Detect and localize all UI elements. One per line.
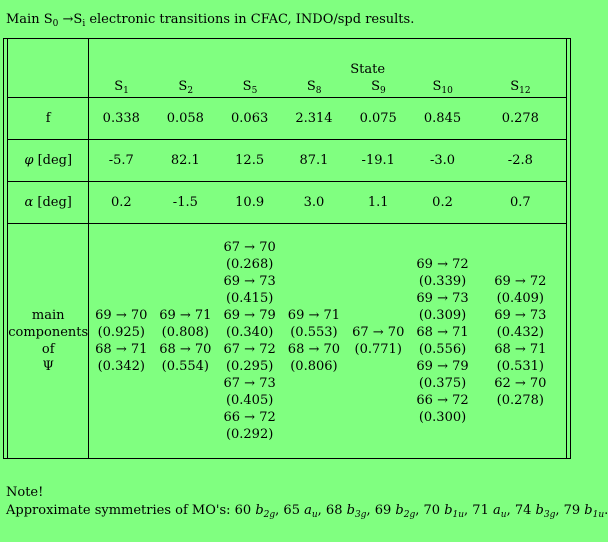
component-weight: (0.405): [225, 392, 274, 408]
state-subscript: 5: [251, 85, 258, 96]
component-weight: (0.771): [354, 341, 402, 357]
phi-value: -19.1: [346, 139, 410, 181]
alpha-value: 0.2: [89, 181, 153, 223]
component-transition: 69 → 71: [159, 307, 212, 323]
component-weight: (0.531): [496, 358, 545, 374]
state-header: $S_1$: [114, 78, 129, 96]
symmetry-label: $b_{3g}$: [346, 503, 367, 520]
component-weight: (0.375): [418, 375, 467, 391]
component-transition: 67 → 73: [223, 375, 276, 391]
state-subscript: 9: [380, 85, 386, 96]
table-caption: [6, 12, 414, 27]
state-header: $S_8$: [306, 78, 322, 96]
component-weight: (0.292): [225, 426, 274, 442]
component-transition: 69 → 73: [416, 290, 469, 306]
symmetry-label: $b_{1u}$: [584, 503, 605, 520]
alpha-value: 3.0: [282, 181, 346, 223]
state-header-table: [89, 78, 566, 95]
components-column: [89, 223, 153, 458]
component-transition: 69 → 72: [416, 256, 469, 272]
components-label-line: Ψ: [42, 358, 54, 374]
symmetry-label: $b_{2g}$: [395, 503, 416, 520]
component-transition: 68 → 70: [287, 341, 341, 357]
component-weight: (0.295): [225, 358, 274, 374]
state-subscript: 2: [187, 85, 194, 96]
alpha-value: 10.9: [217, 181, 281, 223]
symmetry-label: $b_{3g}$: [535, 503, 556, 520]
table-inner-frame: [7, 39, 567, 458]
phi-row: [8, 139, 566, 181]
alpha-value: 0.2: [410, 181, 474, 223]
components-column: [475, 223, 566, 458]
component-transition: 69 → 79: [416, 358, 469, 374]
component-weight: (0.553): [290, 324, 338, 340]
phi-value: -2.8: [475, 139, 566, 181]
state-header: $S_2$: [178, 78, 194, 96]
symmetry-label: $a_u$: [493, 503, 507, 520]
f-value: 0.058: [153, 97, 217, 139]
components-row: [8, 223, 566, 458]
caption-text: Main $S_0 \to S_i$ electronic transitions in CFAC, INDO/spd results.: [6, 12, 415, 29]
component-transition: 69 → 72: [494, 273, 547, 289]
component-weight: (0.300): [418, 409, 467, 425]
phi-value: 12.5: [217, 139, 281, 181]
phi-value: 87.1: [282, 139, 346, 181]
component-weight: (0.925): [97, 324, 145, 340]
alpha-value: 0.7: [475, 181, 566, 223]
phi-value: -3.0: [410, 139, 474, 181]
state-header: $S_9$: [371, 78, 386, 96]
component-transition: 66 → 72: [223, 409, 276, 425]
symmetry-subscript: 3g: [543, 510, 556, 520]
components-label-line: components: [8, 324, 89, 340]
component-transition: 67 → 70: [223, 239, 276, 255]
transitions-table: [8, 39, 566, 458]
state-subscript: 12: [519, 85, 531, 96]
f-value: 0.063: [217, 97, 281, 139]
state-subscript: 8: [315, 85, 322, 96]
component-transition: 66 → 72: [416, 392, 469, 408]
component-weight: (0.268): [225, 256, 274, 272]
components-label: [8, 223, 89, 458]
f-value: 0.845: [410, 97, 474, 139]
symmetry-subscript: 2g: [263, 510, 276, 520]
note-block: [6, 484, 608, 520]
components-column: [410, 223, 474, 458]
component-weight: (0.415): [225, 290, 274, 306]
alpha-value: 1.1: [346, 181, 410, 223]
header-label-cell: [8, 39, 89, 97]
components-column: [282, 223, 346, 458]
symmetry-label: $b_{2g}$: [255, 503, 276, 520]
f-row: [8, 97, 566, 139]
component-transition: 69 → 79: [223, 307, 276, 323]
symmetry-label: $b_{1u}$: [444, 503, 465, 520]
components-column: [153, 223, 217, 458]
state-group-label: State: [350, 61, 386, 77]
alpha-row: [8, 181, 566, 223]
note-title: Note!: [6, 485, 44, 500]
component-transition: 69 → 73: [494, 307, 547, 323]
row-label-alpha: α [deg]: [8, 181, 89, 223]
symmetry-subscript: u: [500, 510, 507, 520]
f-value: 0.338: [89, 97, 153, 139]
row-label-phi: φ [deg]: [8, 139, 89, 181]
component-weight: (0.339): [418, 273, 467, 289]
symmetry-subscript: u: [311, 510, 318, 520]
symmetry-label: $a_u$: [304, 503, 318, 520]
greek-symbol: φ: [24, 152, 34, 168]
component-transition: 68 → 71: [494, 341, 547, 357]
component-weight: (0.808): [161, 324, 210, 340]
caption-subscript: 0: [52, 19, 59, 29]
component-transition: 67 → 70: [352, 324, 405, 340]
components-label-line: of: [41, 341, 55, 357]
table-frame: [3, 38, 571, 459]
symmetry-subscript: 2g: [403, 510, 416, 520]
f-value: 0.278: [475, 97, 566, 139]
symmetry-subscript: 1u: [452, 510, 465, 520]
component-transition: 67 → 72: [223, 341, 276, 357]
component-transition: 69 → 71: [287, 307, 341, 323]
symmetry-subscript: 3g: [354, 510, 367, 520]
state-names-row: [89, 78, 566, 95]
phi-value: -5.7: [89, 139, 153, 181]
component-weight: (0.340): [225, 324, 274, 340]
component-transition: 68 → 70: [159, 341, 212, 357]
note-text: Approximate symmetries of MO's: 60 $b_{2g}$, 65 $a_u$, 68 $b_{3g}$, 69 $b_{2g}$, 70 $b_{1u}$, 71 $a_u$, 74 $b_{3g}$, 79 $b_{1u}$.: [6, 503, 608, 520]
component-weight: (0.806): [290, 358, 338, 374]
alpha-value: -1.5: [153, 181, 217, 223]
symmetry-subscript: 1u: [592, 510, 605, 520]
state-header: $S_{12}$: [510, 78, 531, 96]
component-weight: (0.278): [496, 392, 545, 408]
state-header: $S_5$: [242, 78, 258, 96]
f-value: 2.314: [282, 97, 346, 139]
phi-value: 82.1: [153, 139, 217, 181]
component-transition: 62 → 70: [494, 375, 547, 391]
component-weight: (0.556): [418, 341, 467, 357]
state-subscript: 10: [441, 85, 453, 96]
component-weight: (0.342): [97, 358, 145, 374]
component-transition: 68 → 71: [416, 324, 469, 340]
component-transition: 69 → 73: [223, 273, 276, 289]
component-transition: 69 → 70: [95, 307, 148, 323]
component-weight: (0.309): [418, 307, 467, 323]
component-weight: (0.409): [496, 290, 545, 306]
row-label-f: f: [8, 97, 89, 139]
component-weight: (0.432): [496, 324, 545, 340]
caption-subscript: i: [82, 19, 86, 29]
components-column: [346, 223, 410, 458]
state-subscript: 1: [123, 85, 129, 96]
components-label-line: main: [31, 307, 65, 323]
header-states-cell: [89, 39, 566, 97]
components-column: [217, 223, 281, 458]
f-value: 0.075: [346, 97, 410, 139]
component-transition: 68 → 71: [95, 341, 148, 357]
greek-symbol: α: [24, 194, 34, 210]
state-header: $S_{10}$: [432, 78, 453, 96]
component-weight: (0.554): [161, 358, 210, 374]
header-row: [8, 39, 566, 97]
